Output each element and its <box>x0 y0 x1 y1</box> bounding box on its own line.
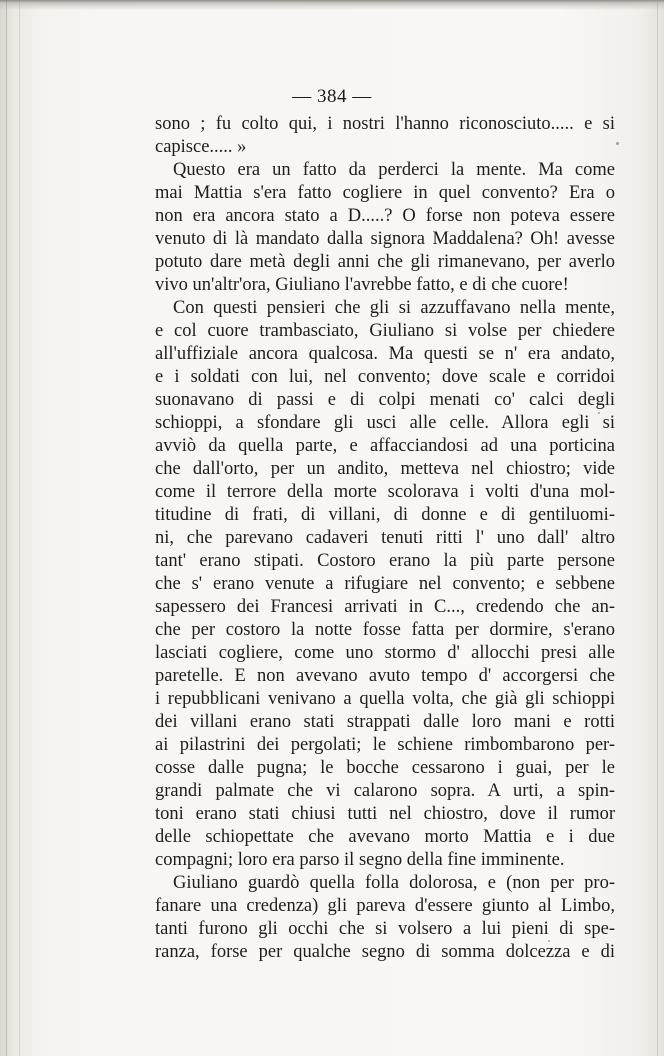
text-line: paretelle. E non avevano avuto tempo d' accorgersi che <box>155 666 615 686</box>
text-line: che per costoro la notte fosse fatta per dormire, s'erano <box>155 620 615 640</box>
paper-speck <box>548 940 550 942</box>
text-line: sono ; fu colto qui, i nostri l'hanno riconosciuto..... e si <box>155 114 615 134</box>
text-line: venuto di là mandato dalla signora Maddalena? Oh! avesse <box>155 229 615 249</box>
text-line: Giuliano guardò quella folla dolorosa, e (non per pro- <box>173 873 615 893</box>
text-line: e col cuore trambasciato, Giuliano si volse per chiedere <box>155 321 615 341</box>
body-text <box>155 113 615 964</box>
text-line: titudine di frati, di villani, di donne e di gentiluomi- <box>155 505 615 525</box>
page-number: — 384 — <box>292 86 372 107</box>
text-line: fanare una credenza) gli pareva d'essere giunto al Limbo, <box>155 896 615 916</box>
text-line: sapessero dei Francesi arrivati in C..., credendo che an- <box>155 597 615 617</box>
text-line: Questo era un fatto da perderci la mente. Ma come <box>173 160 615 180</box>
page-edge-shadow <box>19 0 20 1056</box>
text-line: grandi palmate che vi calarono sopra. A urti, a spin- <box>155 781 615 801</box>
text-line: lasciati cogliere, come uno stormo d' allocchi presi alle <box>155 643 615 663</box>
text-line: e i soldati con lui, nel convento; dove scale e corridoi <box>155 367 615 387</box>
text-line: cosse dalle pugna; le bocche cessarono i guai, per le <box>155 758 615 778</box>
text-line: schioppi, a sfondare gli usci alle celle. Allora egli si <box>155 413 615 433</box>
text-line: mai Mattia s'era fatto cogliere in quel convento? Era o <box>155 183 615 203</box>
text-line: vivo un'altr'ora, Giuliano l'avrebbe fatto, e di che cuore! <box>155 275 569 295</box>
text-line: avviò da quella parte, e affacciandosi ad una porticina <box>155 436 615 456</box>
page-edge-shadow <box>6 0 7 1056</box>
text-line: dei villani erano stati strappati dalle loro mani e rotti <box>155 712 615 732</box>
text-line: i repubblicani venivano a quella volta, che già gli schioppi <box>155 689 615 709</box>
paper-speck <box>598 412 600 414</box>
text-line: Con questi pensieri che gli si azzuffavano nella mente, <box>173 298 615 318</box>
text-line: tanti furono gli occhi che si volsero a lui pieni di spe- <box>155 919 615 939</box>
text-line: come il terrore della morte scolorava i volti d'una mol- <box>155 482 615 502</box>
page-edge-shadow <box>657 0 658 1056</box>
text-line: che dall'orto, per un andito, metteva nel chiostro; vide <box>155 459 615 479</box>
text-line: non era ancora stato a D.....? O forse non poteva essere <box>155 206 615 226</box>
text-line: capisce..... » <box>155 137 247 157</box>
text-line: potuto dare metà degli anni che gli rimanevano, per averlo <box>155 252 615 272</box>
text-line: delle schiopettate che avevano morto Mattia e i due <box>155 827 615 847</box>
text-line: ai pilastrini dei pergolati; le schiene rimbombarono per- <box>155 735 615 755</box>
text-line: toni erano stati chiusi tutti nel chiostro, dove il rumor <box>155 804 615 824</box>
text-line: compagni; loro era parso il segno della fine imminente. <box>155 850 565 870</box>
text-line: ranza, forse per qualche segno di somma dolcezza e di <box>155 942 615 962</box>
paper-speck <box>616 142 619 145</box>
text-line: all'uffiziale ancora qualcosa. Ma questi se n' era andato, <box>155 344 615 364</box>
text-line: suonavano di passi e di colpi menati co' calci degli <box>155 390 615 410</box>
text-line: che s' erano venute a rifugiare nel convento; e sebbene <box>155 574 615 594</box>
text-line: ni, che parevano cadaveri tenuti ritti l' uno dall' altro <box>155 528 615 548</box>
text-line: tant' erano stipati. Costoro erano la più parte persone <box>155 551 615 571</box>
